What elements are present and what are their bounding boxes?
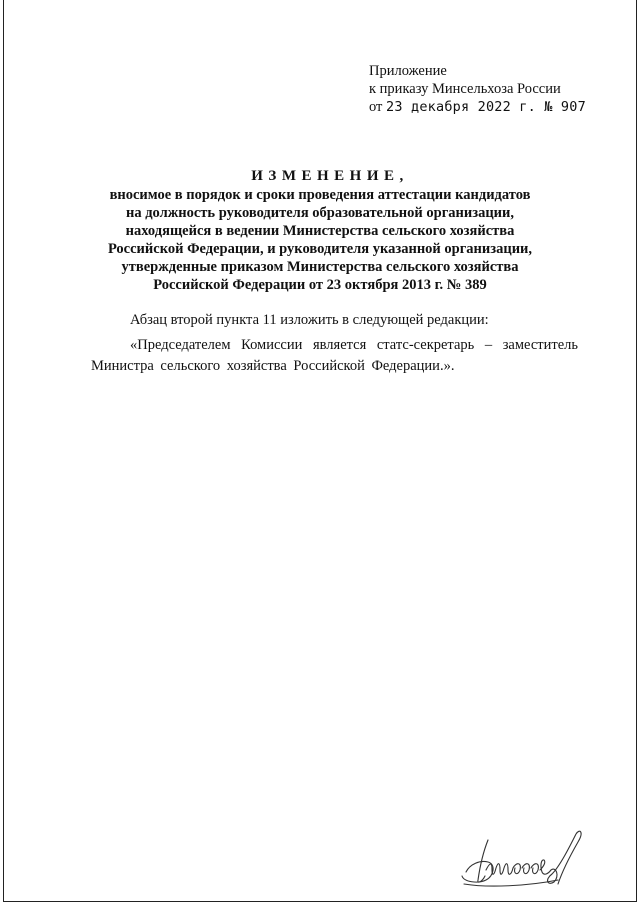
appendix-order-reference: к приказу Минсельхоза России — [369, 81, 561, 97]
document-subtitle — [90, 186, 550, 294]
subtitle-line: Российской Федерации от 23 октября 2013 г. № 389 — [153, 277, 487, 293]
appendix-block — [369, 62, 586, 116]
body-paragraph-instruction: Абзац второй пункта 11 изложить в следующей редакции: — [130, 312, 489, 328]
body-paragraph-new-wording: «Председателем Комиссии является статс-секретарь – заместитель Министра сельского хозяйства Российской Федерации.». — [91, 337, 578, 374]
appendix-label: Приложение — [369, 63, 447, 79]
subtitle-line: находящейся в ведении Министерства сельского хозяйства — [125, 223, 515, 239]
subtitle-line: вносимое в порядок и сроки проведения аттестации кандидатов — [109, 187, 531, 203]
appendix-date-number: 23 декабря 2022 г. № 907 — [386, 99, 586, 115]
subtitle-line: Российской Федерации, и руководителя указанной организации, — [107, 241, 533, 257]
signature-icon — [458, 826, 598, 892]
subtitle-line: утвержденные приказом Министерства сельского хозяйства — [121, 259, 519, 275]
appendix-date-prefix: от — [369, 99, 383, 115]
appendix-date-line — [369, 98, 586, 116]
document-body — [91, 310, 578, 377]
document-title: ИЗМЕНЕНИЕ, — [251, 168, 409, 184]
subtitle-line: на должность руководителя образовательной организации, — [125, 205, 515, 221]
page-border — [3, 0, 637, 902]
